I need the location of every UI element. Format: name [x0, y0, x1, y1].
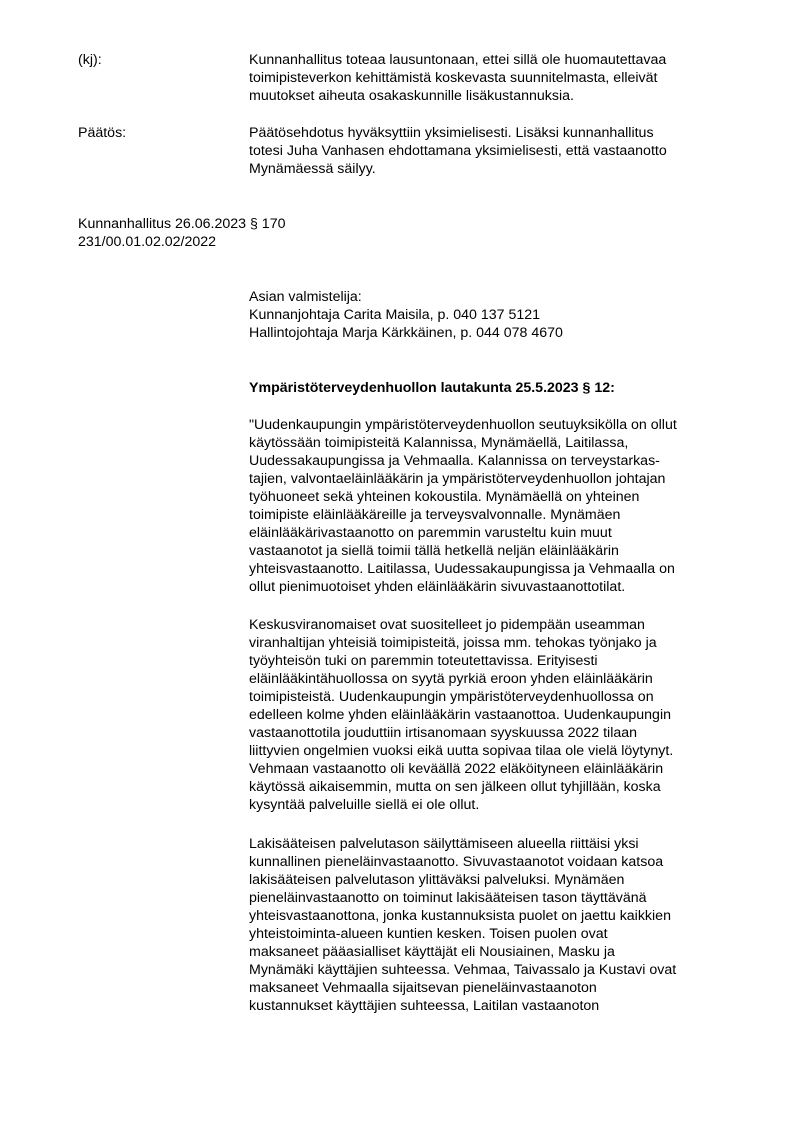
kj-line: toimipisteverkon kehittämistä koskevasta suunnitelmasta, elleivät [249, 70, 658, 86]
paragraph-line: vastaanottotila jouduttiin irtisanomaan syyskuussa 2022 tilaan [249, 725, 638, 741]
paragraph-line: tajien, valvontaeläinlääkärin ja ympäristöterveydenhuollon johtajan [249, 471, 666, 487]
paragraph-line: työyhteisön tuki on paremmin toteutettavissa. Erityisesti [249, 653, 598, 669]
paragraph-line: ollut pienimuotoiset yhden eläinlääkärin sivuvastaanottotilat. [249, 579, 626, 595]
preparer-line: Hallintojohtaja Marja Kärkkäinen, p. 044 078 4670 [249, 325, 563, 341]
paragraph-line: työhuoneet sekä yhteinen kokoustila. Mynämäellä on yhteinen [249, 489, 640, 505]
kj-line: Kunnanhallitus toteaa lausuntonaan, ettei sillä ole huomautettavaa [249, 52, 667, 68]
kj-line: muutokset aiheuta osakaskunnille lisäkustannuksia. [249, 88, 574, 104]
paragraph-line: yhteisvastaanotto. Laitilassa, Uudessakaupungissa ja Vehmaalla on [249, 561, 675, 577]
paragraph-line: eläinlääkintähuollossa on syytä pyrkiä eroon yhden eläinlääkärin [249, 671, 653, 687]
paragraph-line: Keskusviranomaiset ovat suositelleet jo pidempään useamman [249, 617, 645, 633]
paragraph-line: yhteisvastaanottona, jonka kustannuksista puolet on jaettu kaikkien [249, 908, 671, 924]
paragraph-line: liittyvien ongelmien vuoksi eikä uutta sopivaa tilaa ole vielä löytynyt. [249, 743, 674, 759]
paragraph-line: kysyntää palveluille siellä ei ole ollut. [249, 797, 480, 813]
case-number: 231/00.01.02.02/2022 [78, 234, 217, 250]
paatos-label: Päätös: [78, 125, 127, 141]
paragraph-line: edelleen kolme yhden eläinlääkärin vastaanottoa. Uudenkaupungin [249, 707, 671, 723]
paragraph-line: käytössään toimipisteitä Kalannissa, Mynämäellä, Laitilassa, [249, 435, 629, 451]
paragraph-line: käytössä aikaisemmin, mutta on sen jälkeen ollut tyhjillään, koska [249, 779, 661, 795]
paragraph-line: Vehmaan vastaanotto oli keväällä 2022 eläköityneen eläinlääkärin [249, 761, 664, 777]
paragraph-line: kustannukset käyttäjien suhteessa, Laitilan vastaanoton [249, 998, 600, 1014]
paragraph-line: pieneläinvastaanotto on toiminut lakisääteisen tason täyttävänä [249, 890, 647, 906]
paragraph-line: viranhaltijan yhteisiä toimipisteitä, joissa mm. tehokas työnjako ja [249, 635, 657, 651]
paragraph-line: maksaneet Vehmaalla sijaitsevan pieneläinvastaanoton [249, 980, 597, 996]
paragraph-line: toimipisteistä. Uudenkaupungin ympäristöterveydenhuollossa on [249, 689, 654, 705]
paragraph-line: Lakisääteisen palvelutason säilyttämiseen alueella riittäisi yksi [249, 836, 639, 852]
paatos-line: totesi Juha Vanhasen ehdottamana yksimielisesti, että vastaanotto [249, 143, 667, 159]
paragraph-line: Mynämäki käyttäjien suhteessa. Vehmaa, Taivassalo ja Kustavi ovat [249, 962, 677, 978]
paragraph-line: maksaneet pääasialliset käyttäjät eli Nousiainen, Masku ja [249, 944, 615, 960]
paragraph-line: Uudessakaupungissa ja Vehmaalla. Kalannissa on terveystarkas- [249, 453, 660, 469]
preparer-line: Kunnanjohtaja Carita Maisila, p. 040 137 5121 [249, 307, 541, 323]
kj-label: (kj): [78, 52, 102, 68]
paragraph-line: yhteistoiminta-alueen kuntien kesken. Toisen puolen ovat [249, 926, 608, 942]
paragraph-line: "Uudenkaupungin ympäristöterveydenhuollon seutuyksikölla on ollut [249, 417, 677, 433]
board-heading: Ympäristöterveydenhuollon lautakunta 25.5.2023 § 12: [249, 380, 615, 396]
paragraph-line: lakisääteisen palvelutason ylittäväksi palveluksi. Mynämäen [249, 872, 625, 888]
paragraph-line: eläinlääkärivastaanotto on paremmin varusteltu kuin muut [249, 525, 612, 541]
paatos-line: Päätösehdotus hyväksyttiin yksimielisesti. Lisäksi kunnanhallitus [249, 125, 654, 141]
paatos-line: Mynämäessä säilyy. [249, 161, 376, 177]
paragraph-line: kunnallinen pieneläinvastaanotto. Sivuvastaanotot voidaan katsoa [249, 854, 664, 870]
paragraph-line: toimipiste eläinlääkäreille ja terveysvalvonnalle. Mynämäen [249, 507, 621, 523]
meeting-reference-line: Kunnanhallitus 26.06.2023 § 170 [78, 216, 286, 232]
preparer-heading: Asian valmistelija: [249, 289, 362, 305]
paragraph-line: vastaanotot ja siellä toimii tällä hetkellä neljän eläinlääkärin [249, 543, 619, 559]
